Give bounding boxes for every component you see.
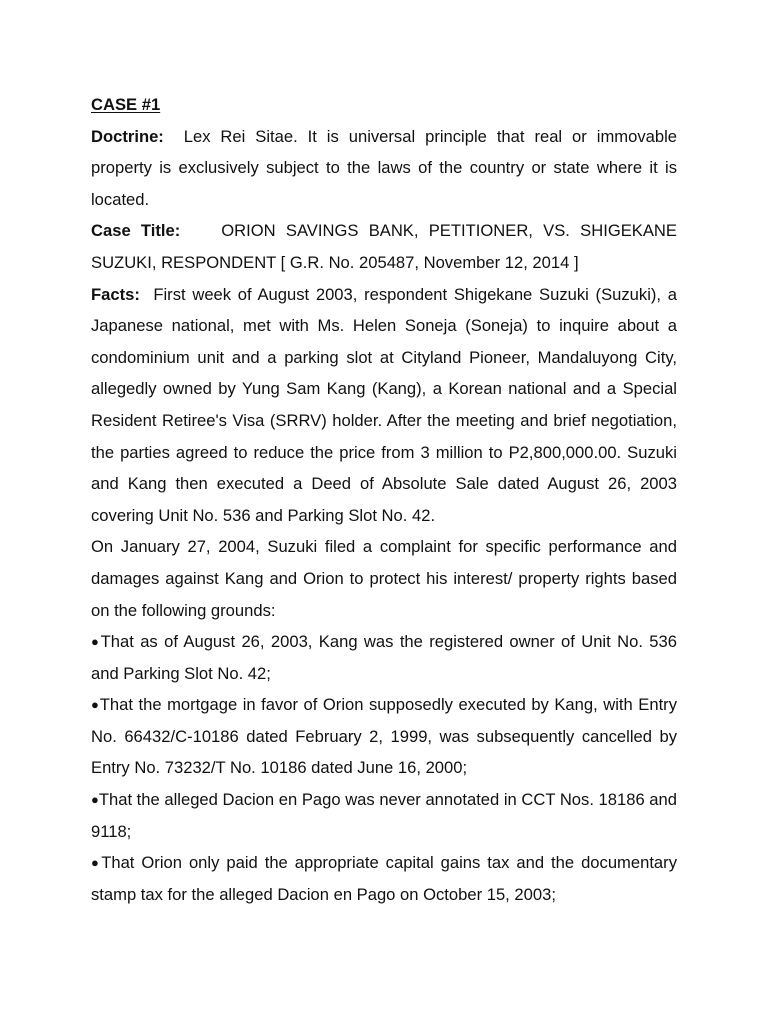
bullet-icon: ● bbox=[91, 792, 99, 808]
ground-item bbox=[91, 784, 677, 847]
ground-item bbox=[91, 689, 677, 784]
facts-text: First week of August 2003, respondent Shigekane Suzuki (Suzuki), a Japanese national, met with Ms. Helen Soneja (Soneja) to inquire about a condominium unit and a parking slot at Cityland Pioneer, Mandaluyong City, allegedly owned by Yung Sam Kang (Kang), a Korean national and a Special Resident Retiree's Visa (SRRV) holder. After the meeting and brief negotiation, the parties agreed to reduce the price from 3 million to P2,800,000.00. Suzuki and Kang then executed a Deed of Absolute Sale dated August 26, 2003 covering Unit No. 536 and Parking Slot No. 42. bbox=[91, 284, 677, 525]
ground-text: That the mortgage in favor of Orion supposedly executed by Kang, with Entry No. 66432/C-10186 dated February 2, 1999, was subsequently cancelled by Entry No. 73232/T No. 10186 dated June 16, 2000; bbox=[91, 695, 677, 778]
bullet-icon: ● bbox=[91, 634, 101, 650]
ground-item bbox=[91, 626, 677, 689]
case-heading-text: CASE #1 bbox=[91, 95, 161, 114]
case-title-paragraph bbox=[91, 215, 677, 278]
case-title-text: ORION SAVINGS BANK, PETITIONER, VS. SHIGEKANE SUZUKI, RESPONDENT [ G.R. No. 205487, November 12, 2014 ] bbox=[91, 221, 677, 272]
bullet-icon: ● bbox=[91, 697, 100, 713]
case-title-label: Case Title: bbox=[91, 221, 181, 241]
ground-item bbox=[91, 847, 677, 910]
ground-text: That Orion only paid the appropriate capital gains tax and the documentary stamp tax for the alleged Dacion en Pago on October 15, 2003; bbox=[91, 853, 677, 904]
facts-label: Facts: bbox=[91, 284, 140, 304]
ground-text: That as of August 26, 2003, Kang was the registered owner of Unit No. 536 and Parking Slot No. 42; bbox=[91, 632, 677, 683]
doctrine-text: Lex Rei Sitae. It is universal principle that real or immovable property is exclusively subject to the laws of the country or state where it is located. bbox=[91, 126, 677, 209]
facts-paragraph bbox=[91, 279, 677, 532]
bullet-icon: ● bbox=[91, 855, 102, 871]
document-page bbox=[91, 89, 677, 910]
case-heading bbox=[91, 89, 677, 121]
complaint-paragraph: On January 27, 2004, Suzuki filed a complaint for specific performance and damages against Kang and Orion to protect his interest/ property rights based on the following grounds: bbox=[91, 537, 677, 620]
doctrine-label: Doctrine: bbox=[91, 126, 164, 146]
ground-text: That the alleged Dacion en Pago was never annotated in CCT Nos. 18186 and 9118; bbox=[91, 790, 677, 841]
doctrine-paragraph bbox=[91, 121, 677, 216]
